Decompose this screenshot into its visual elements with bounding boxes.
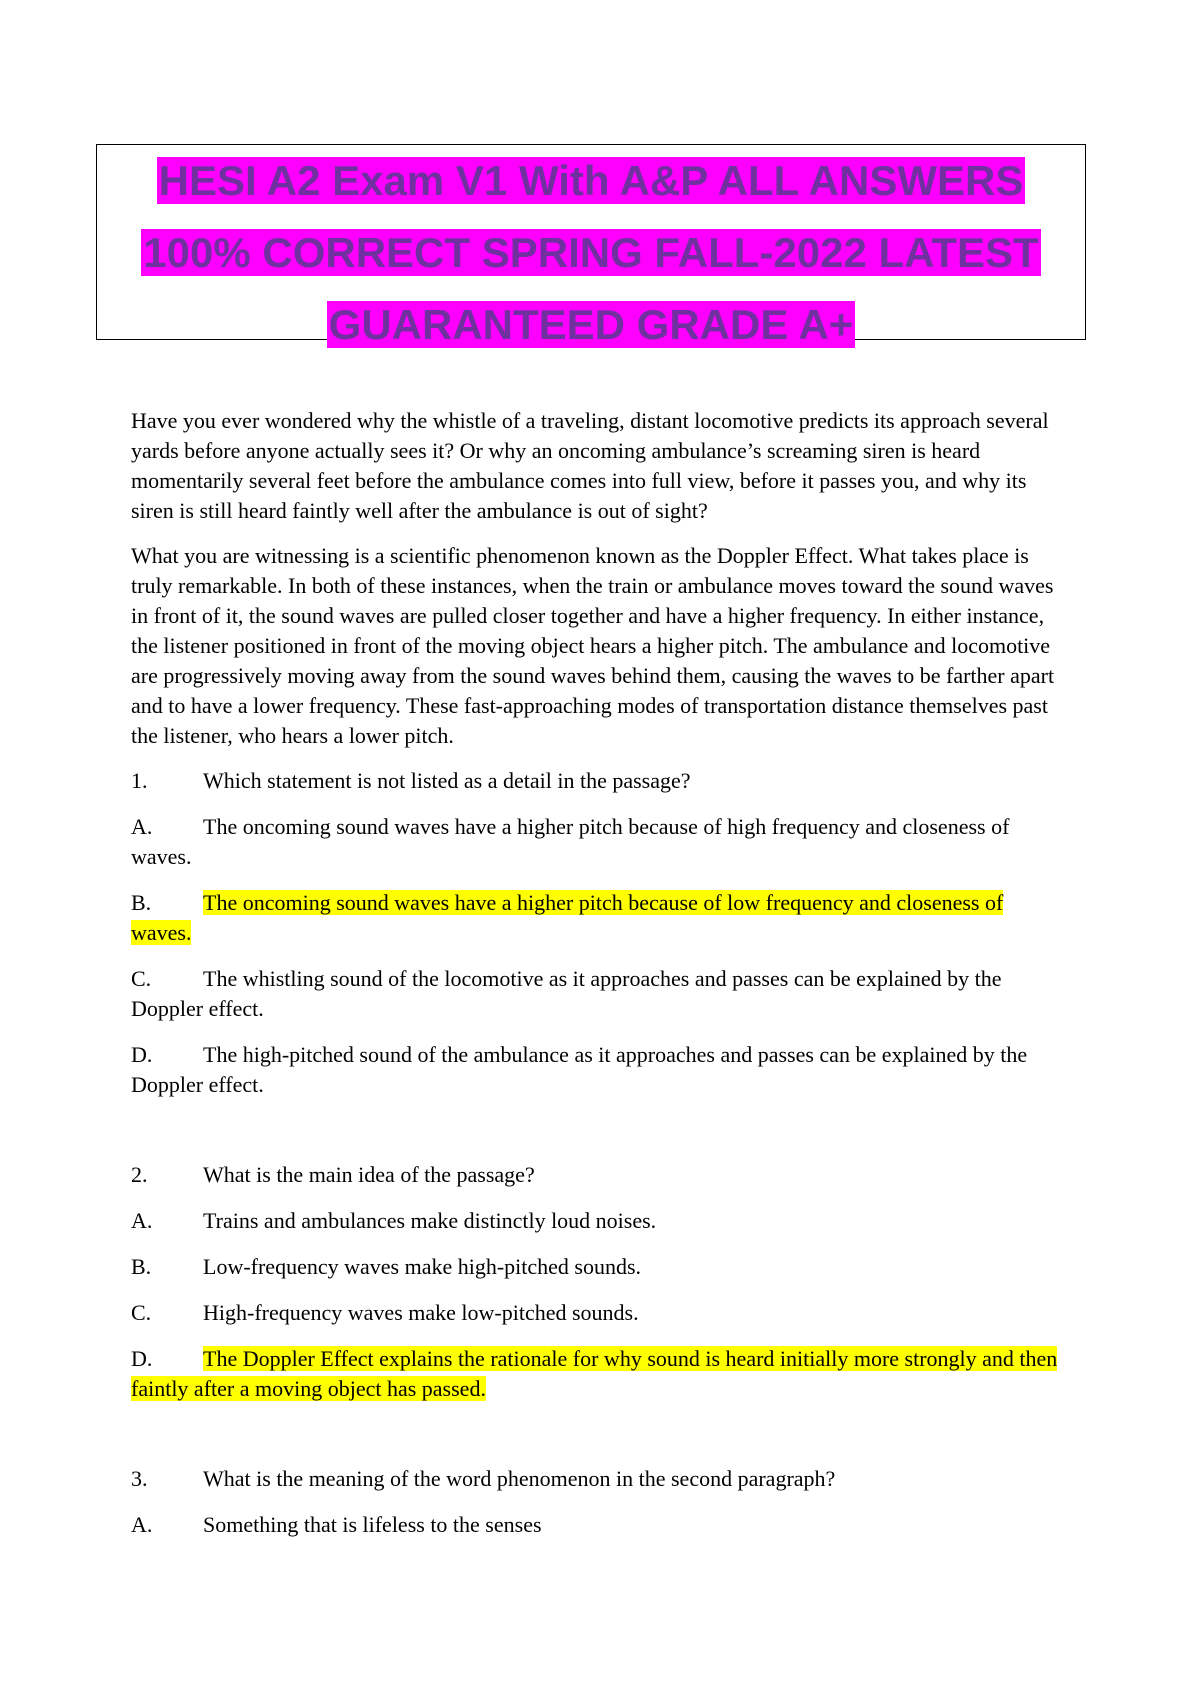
option-label: A.	[131, 1512, 153, 1537]
question-text: What is the meaning of the word phenomenon in the second paragraph?	[203, 1466, 836, 1491]
question-number: 3.	[131, 1466, 148, 1491]
option-label: D.	[131, 1346, 153, 1371]
question-number: 1.	[131, 768, 148, 793]
q2-option-c	[131, 1298, 1066, 1328]
option-label: A.	[131, 814, 153, 839]
q1-option-c	[131, 964, 1066, 1024]
passage-paragraph-2: What you are witnessing is a scientific phenomenon known as the Doppler Effect. What takes place is truly remarkable. In both of these instances, when the train or ambulance moves toward the sound waves in front of it, the sound waves are pulled closer together and have a higher frequency. In either instance, the listener positioned in front of the moving object hears a higher pitch. The ambulance and locomotive are progressively moving away from the sound waves behind them, causing the waves to be farther apart and to have a lower frequency. These fast-approaching modes of transportation distance themselves past the listener, who hears a lower pitch.	[131, 543, 1055, 748]
q2-option-b	[131, 1252, 1066, 1282]
q1-option-b	[131, 888, 1066, 948]
option-text: Something that is lifeless to the senses	[203, 1512, 542, 1537]
option-text: Low-frequency waves make high-pitched sounds.	[203, 1254, 642, 1279]
document-body	[131, 406, 1066, 1556]
q1-option-d	[131, 1040, 1066, 1100]
highlighted-answer: The Doppler Effect explains the rationale for why sound is heard initially more strongly and then faintly after a moving object has passed.	[131, 1346, 1058, 1401]
q2-option-d	[131, 1344, 1066, 1404]
spacer	[131, 1116, 1066, 1160]
question-2	[131, 1160, 1066, 1190]
option-label: A.	[131, 1208, 153, 1233]
question-text: Which statement is not listed as a detail in the passage?	[203, 768, 691, 793]
option-label: D.	[131, 1042, 153, 1067]
question-text: What is the main idea of the passage?	[203, 1162, 535, 1187]
title-line-2: 100% CORRECT SPRING FALL-2022 LATEST	[143, 229, 1039, 276]
option-label: B.	[131, 890, 152, 915]
q1-option-a	[131, 812, 1066, 872]
question-number: 2.	[131, 1162, 148, 1187]
q2-option-a	[131, 1206, 1066, 1236]
spacer	[131, 1420, 1066, 1464]
option-text: The high-pitched sound of the ambulance as it approaches and passes can be explained by the Doppler effect.	[131, 1042, 1028, 1097]
option-text: Trains and ambulances make distinctly loud noises.	[203, 1208, 657, 1233]
option-text: The whistling sound of the locomotive as it approaches and passes can be explained by the Doppler effect.	[131, 966, 1002, 1021]
option-label: C.	[131, 966, 152, 991]
option-label: B.	[131, 1254, 152, 1279]
title-line-1: HESI A2 Exam V1 With A&P ALL ANSWERS	[158, 157, 1024, 204]
title-box	[96, 144, 1086, 348]
option-label: C.	[131, 1300, 152, 1325]
option-text: The oncoming sound waves have a higher pitch because of high frequency and closeness of waves.	[131, 814, 1010, 869]
title-line-3: GUARANTEED GRADE A+	[328, 301, 854, 348]
q3-option-a	[131, 1510, 1066, 1540]
passage-paragraph-1: Have you ever wondered why the whistle of a traveling, distant locomotive predicts its approach several yards before anyone actually sees it? Or why an oncoming ambulance’s screaming siren is heard momentarily several feet before the ambulance comes into full view, before it passes you, and why its siren is still heard faintly well after the ambulance is out of sight?	[131, 408, 1049, 523]
option-text: High-frequency waves make low-pitched sounds.	[203, 1300, 639, 1325]
question-1	[131, 766, 1066, 796]
highlighted-answer: The oncoming sound waves have a higher pitch because of low frequency and closeness of waves.	[131, 890, 1004, 945]
question-3	[131, 1464, 1066, 1494]
